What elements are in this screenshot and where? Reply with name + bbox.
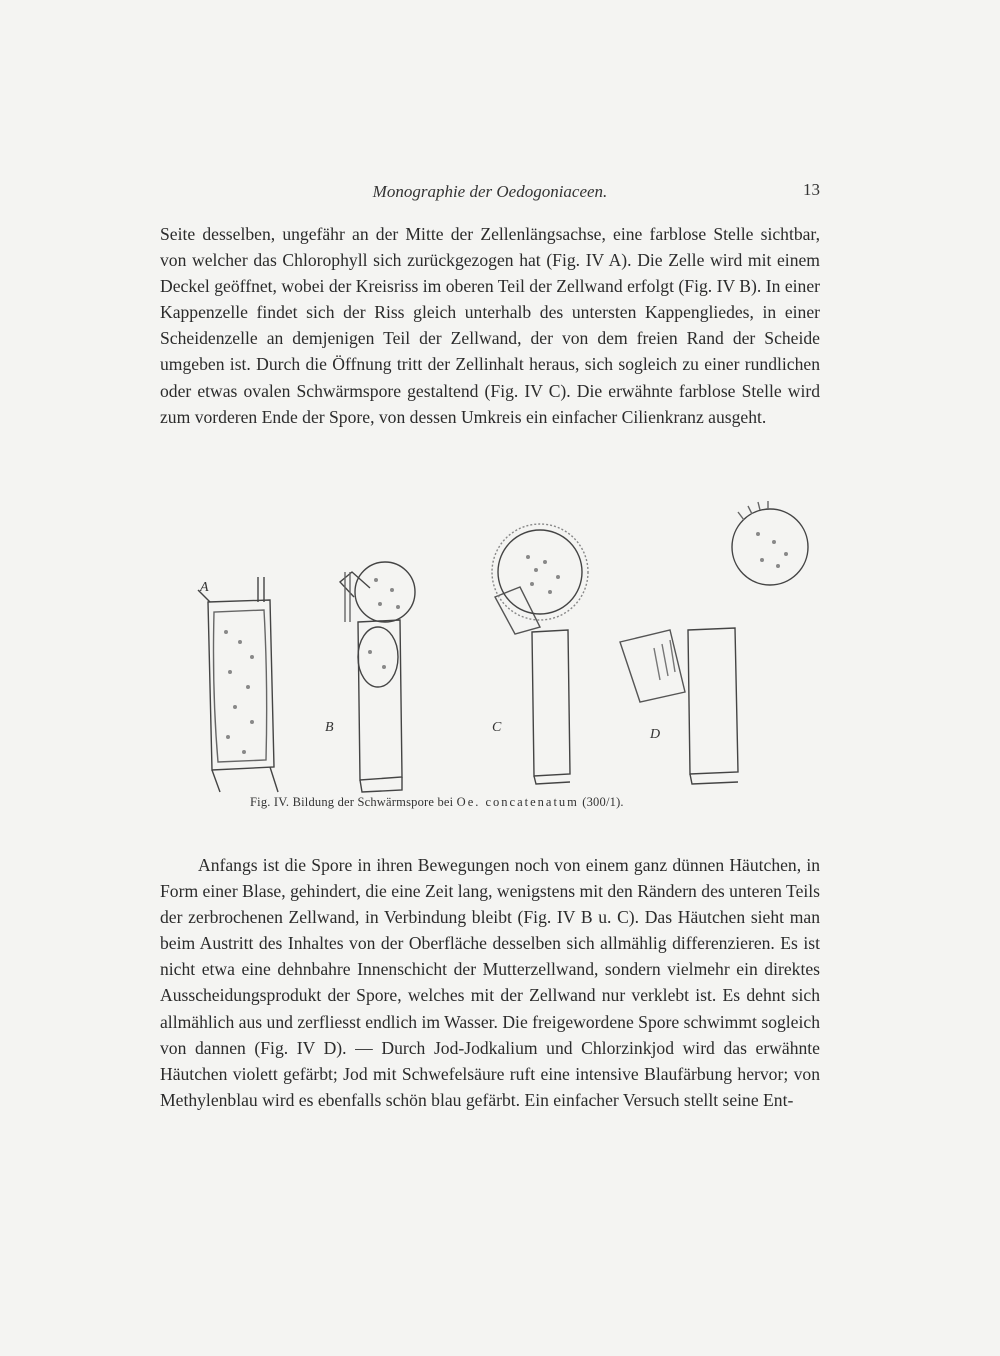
- paragraph-2: Anfangs ist die Spore in ihren Bewegungen noch von einem ganz dünnen Häutchen, in Form einer Blase, gehindert, die eine Zeit lang, wenigstens mit den Rändern des unteren Teils der zerbrochenen Zellwand, in Verbindung bleibt (Fig. IV B u. C). Das Häutchen sieht man beim Austritt des Inhaltes von der Oberfläche desselben sich allmählig differenzieren. Es ist nicht etwa eine dehnbahre Innenschicht der Mutterzellwand, sondern vielmehr ein direktes Ausscheidungsprodukt der Spore, welches mit der Zellwand nur verklebt ist. Es dehnt sich allmählich aus und zerfliesst endlich im Wasser. Die freigewordene Spore schwimmt sogleich von dannen (Fig. IV D). — Durch Jod-Jodkalium und Chlorzinkjod wird das erwähnte Häutchen violett gefärbt; Jod mit Schwefelsäure ruft eine intensive Blaufärbung hervor; von Methylenblau wird es ebenfalls schön blau gefärbt. Ein einfacher Versuch stellt seine Ent-: [160, 855, 820, 1110]
- cell-c: [492, 524, 588, 784]
- cell-d: [620, 501, 808, 784]
- figure-label-d: D: [650, 727, 661, 742]
- page-header: [160, 178, 820, 208]
- running-title: Monographie der Oedogoniaceen.: [372, 182, 608, 201]
- page-number: 13: [803, 180, 820, 199]
- cell-a: [198, 577, 278, 792]
- cell-contents-stippling: [224, 532, 788, 754]
- figure-label-c: C: [492, 720, 502, 735]
- paragraph-1: Seite desselben, ungefähr an der Mitte der Zellenlängsachse, eine farblose Stelle sichtbar, von welcher das Chlorophyll sich zurückgezogen hat (Fig. IV A). Die Zelle wird mit einem Deckel geöffnet, wobei der Kreisriss im oberen Teil der Zellwand erfolgt (Fig. IV B). In einer Kappenzelle findet sich der Riss gleich unterhalb des untersten Kappengliedes, in einer Scheidenzelle an demjenigen Teil der Zellwand, der von dem freien Rand der Scheide umgeben ist. Durch die Öffnung tritt der Zellinhalt heraus, sich sogleich zu einer rundlichen oder etwas ovalen Schwärmspore gestaltend (Fig. IV C). Die erwähnte farblose Stelle wird zum vorderen Ende der Spore, von dessen Umkreis ein einfacher Cilienkranz ausgeht.: [160, 224, 820, 427]
- figure-iv: [140, 462, 840, 812]
- figure-caption: [250, 795, 770, 810]
- figure-label-a: A: [200, 580, 209, 595]
- caption-species: Oe. concatenatum: [456, 795, 579, 809]
- caption-prefix: Fig. IV.: [250, 795, 290, 809]
- caption-magnification: (300/1).: [582, 795, 624, 809]
- caption-text: Bildung der Schwärmspore bei: [292, 795, 454, 809]
- cell-b: [340, 562, 415, 792]
- figure-label-b: B: [325, 720, 334, 735]
- figure-illustration: [140, 462, 840, 812]
